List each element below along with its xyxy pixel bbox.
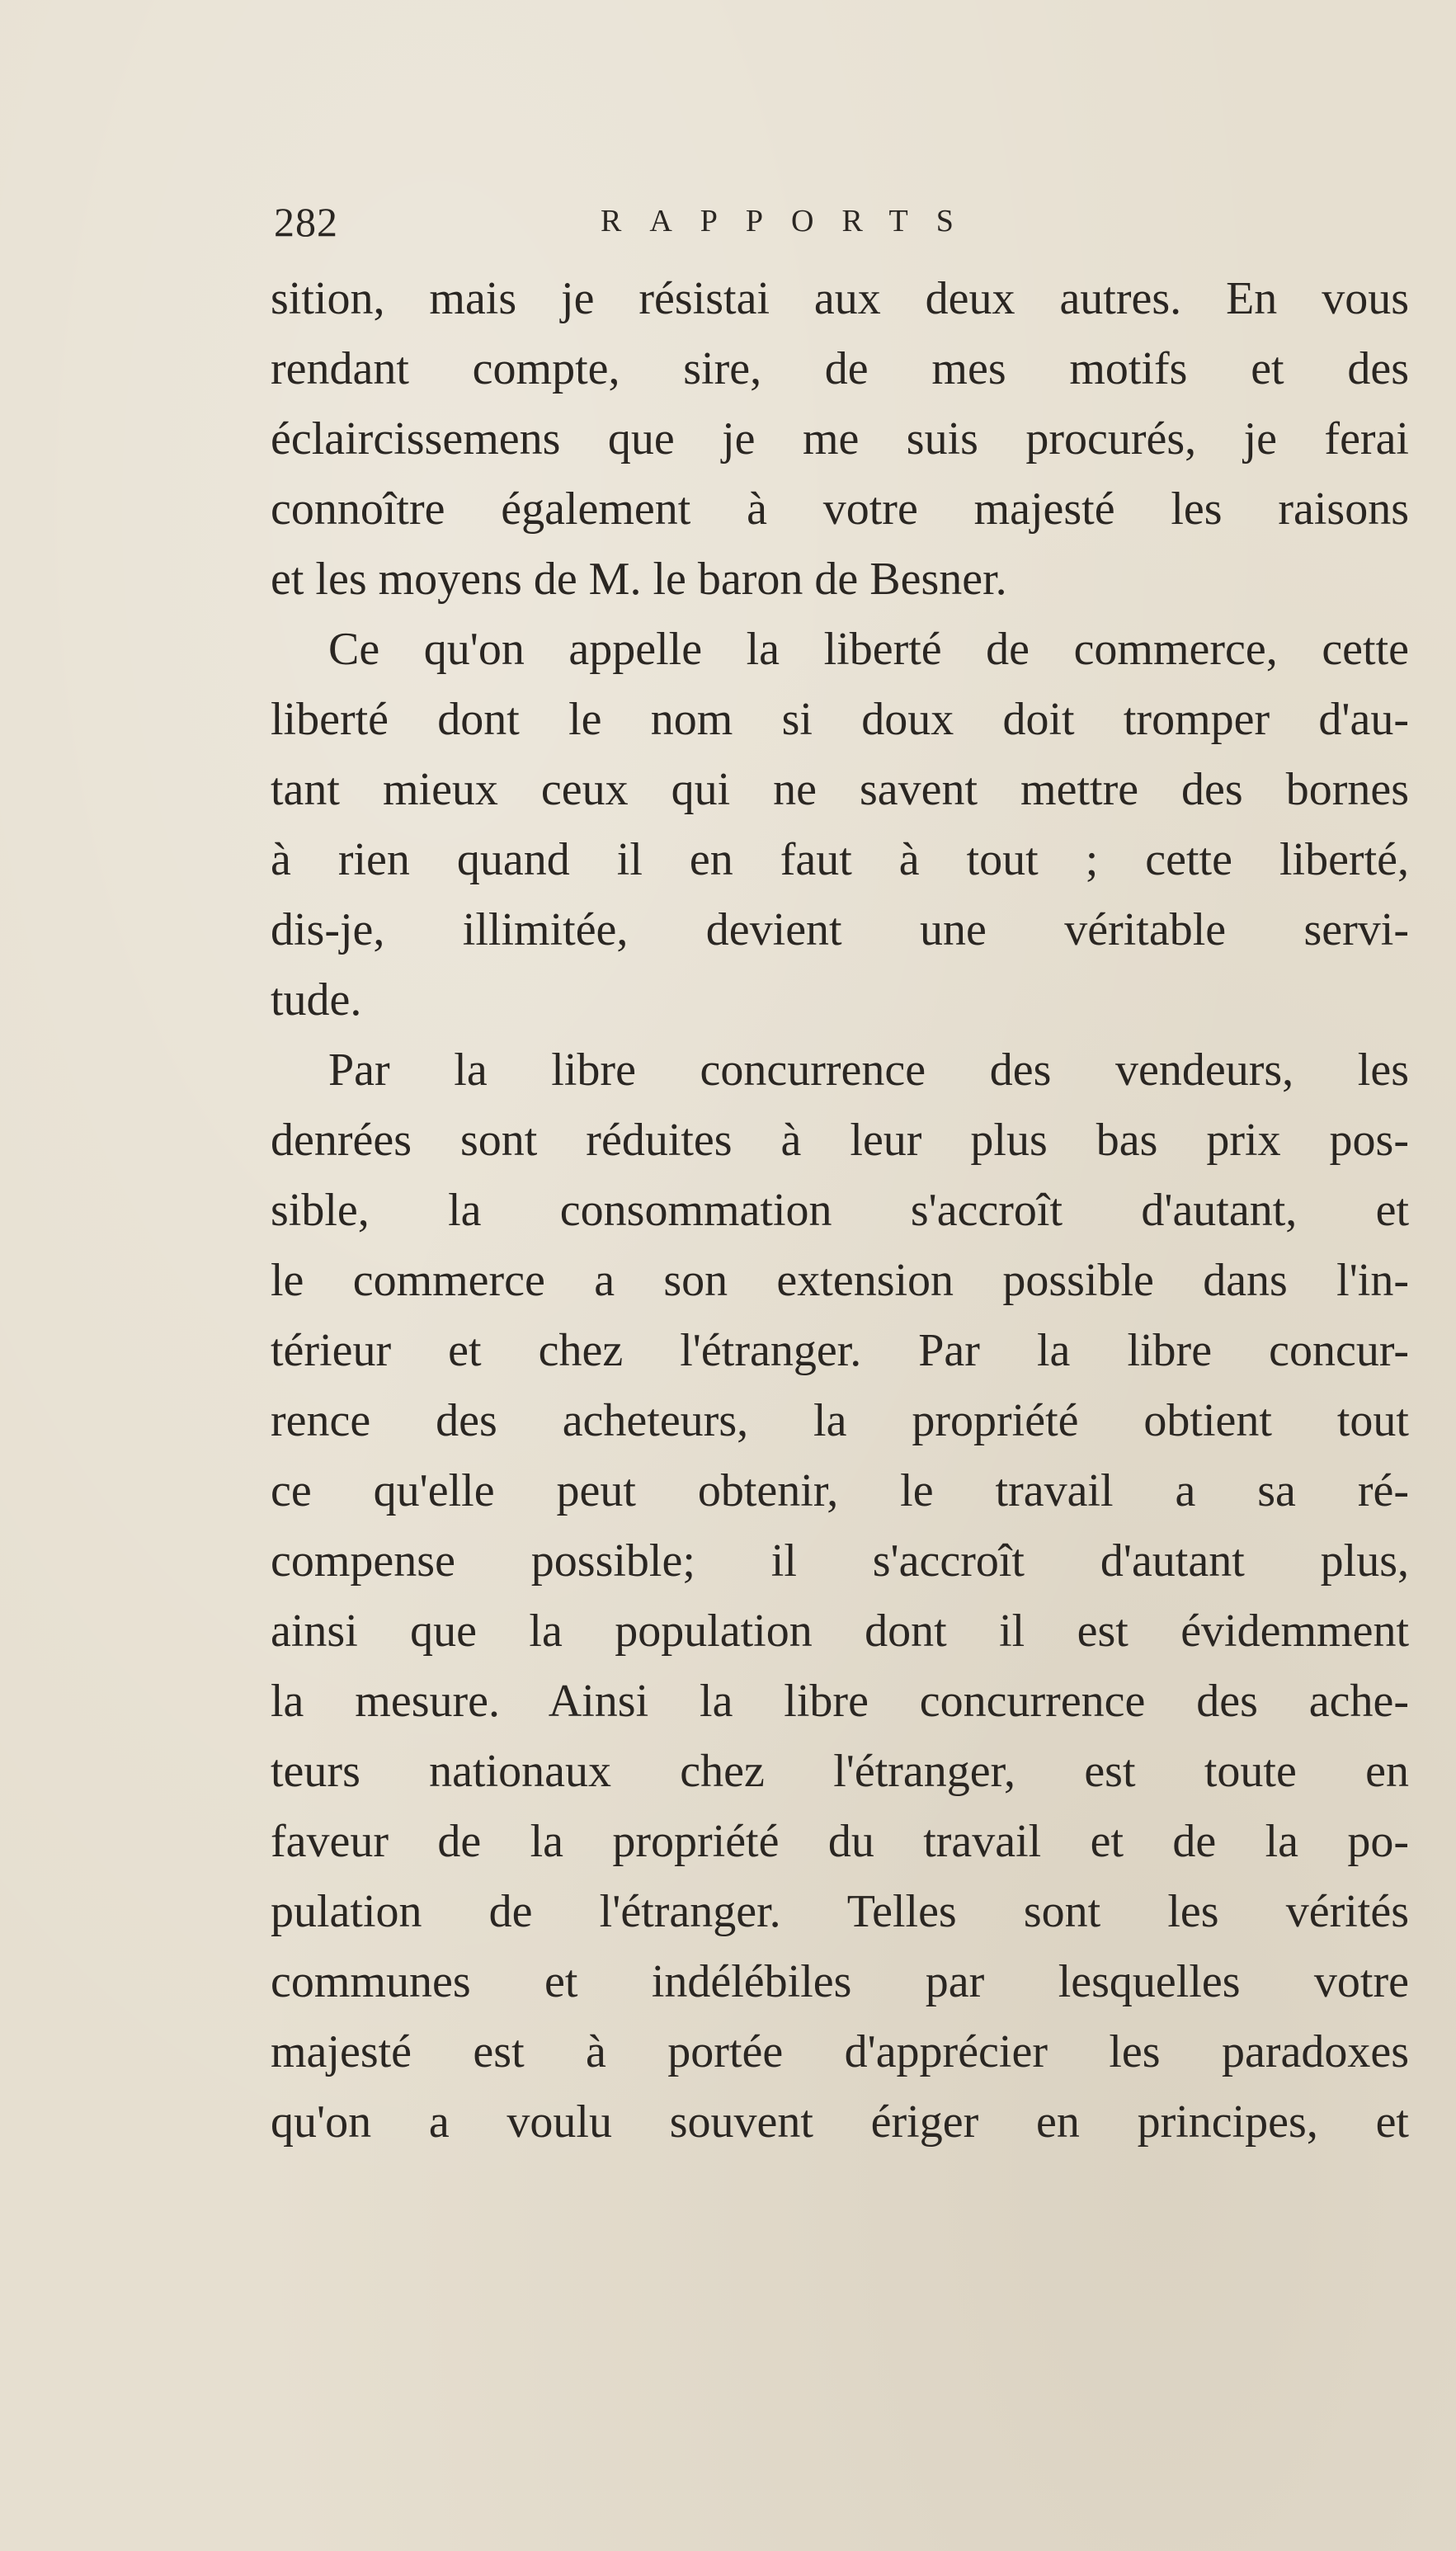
text-line: pulation de l'étranger. Telles sont les vérités (271, 1886, 1409, 1937)
text-line: communes et indélébiles par lesquelles votre (271, 1956, 1409, 2007)
text-line: dis-je, illimitée, devient une véritable servi- (271, 904, 1409, 955)
text-line: ce qu'elle peut obtenir, le travail a sa ré- (271, 1465, 1409, 1516)
text-line: térieur et chez l'étranger. Par la libre concur- (271, 1325, 1409, 1376)
page-number: 282 (274, 199, 338, 245)
text-line: le commerce a son extension possible dans l'in- (271, 1255, 1409, 1306)
paragraph-1 (271, 264, 1409, 615)
text-line: Par la libre concurrence des vendeurs, les (328, 1044, 1409, 1096)
text-line: éclaircissemens que je me suis procurés, je ferai (271, 413, 1409, 464)
text-line: sition, mais je résistai aux deux autres. En vous (271, 273, 1409, 324)
running-title: RAPPORTS (601, 204, 982, 238)
text-line: la mesure. Ainsi la libre concurrence des ache- (271, 1676, 1409, 1727)
text-line: faveur de la propriété du travail et de la po- (271, 1816, 1409, 1867)
text-line: liberté dont le nom si doux doit tromper d'au- (271, 694, 1409, 745)
text-line: et les moyens de M. le baron de Besner. (271, 554, 1007, 605)
text-line: compense possible; il s'accroît d'autant plus, (271, 1535, 1409, 1587)
text-line: rendant compte, sire, de mes motifs et des (271, 343, 1409, 394)
text-line: qu'on a voulu souvent ériger en principes, et (271, 2096, 1409, 2148)
paragraph-2 (271, 615, 1409, 1035)
text-line: connoître également à votre majesté les raisons (271, 483, 1409, 535)
text-line: denrées sont réduites à leur plus bas prix pos- (271, 1115, 1409, 1166)
text-line: rence des acheteurs, la propriété obtient tout (271, 1395, 1409, 1446)
running-head (271, 198, 1409, 264)
text-line: majesté est à portée d'apprécier les paradoxes (271, 2026, 1409, 2077)
text-line: ainsi que la population dont il est évidemment (271, 1606, 1409, 1657)
text-line: tant mieux ceux qui ne savent mettre des bornes (271, 764, 1409, 815)
text-block (271, 198, 1409, 2157)
text-line: à rien quand il en faut à tout ; cette liberté, (271, 834, 1409, 885)
text-line: Ce qu'on appelle la liberté de commerce, cette (328, 624, 1409, 675)
text-line: tude. (271, 974, 362, 1026)
text-line: sible, la consommation s'accroît d'autant, et (271, 1185, 1409, 1236)
text-line: teurs nationaux chez l'étranger, est toute en (271, 1746, 1409, 1797)
paragraph-3 (271, 1035, 1409, 2157)
